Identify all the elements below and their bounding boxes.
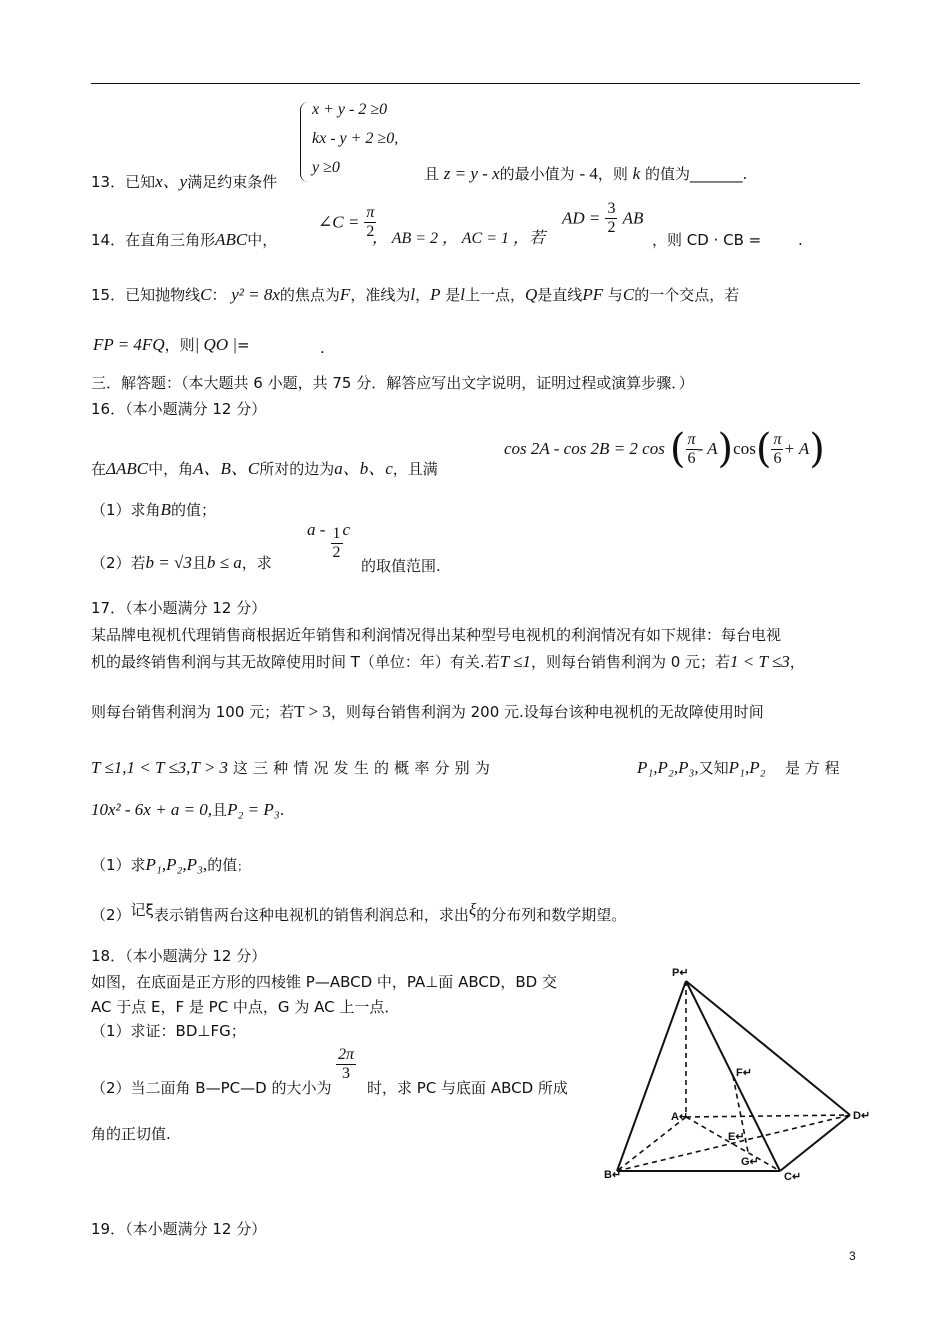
edge-AD <box>686 1115 850 1117</box>
q15-pf: PF <box>582 285 604 304</box>
q18-den: 3 <box>342 1065 350 1082</box>
q15-focus: 的焦点为 <box>279 286 340 304</box>
q14-ab2: AB <box>622 208 644 228</box>
q18-line2: AC 于点 E，F 是 PC 中点，G 为 AC 上一点． <box>91 998 400 1016</box>
q15-directrix: ，准线为 <box>350 286 411 304</box>
q17-xi: ξ <box>468 900 477 919</box>
q15-and: 与 <box>607 286 623 304</box>
q13-then: 且 <box>424 165 440 183</box>
label-B: B↵ <box>604 1169 622 1181</box>
q16-b-eq: b = √3 <box>145 553 192 572</box>
q13-mid: 满足约束条件 <box>187 173 278 191</box>
q17-para3a: 则每台销售利润为 100 元；若 <box>91 703 295 721</box>
q15-comma: ， <box>415 286 431 304</box>
q13-min-value: - 4 <box>579 164 598 183</box>
q15-c2: C <box>622 285 635 304</box>
q18-header: 18．（本小题满分 12 分） <box>91 947 267 965</box>
q16-b-le: b ≤ a <box>206 553 242 572</box>
q17-para2a: 机的最终销售利润与其无故障使用时间 T（单位：年）有关.若 <box>91 653 500 671</box>
q18-num: 2π <box>338 1046 355 1063</box>
q14-three: 3 <box>607 200 616 217</box>
q15-onpoint: 上一点， <box>465 286 526 304</box>
q17-para2b: ，则每台销售利润为 0 元；若 <box>530 653 731 671</box>
q16-line-end: ，且满 <box>392 460 438 478</box>
q17-equation: 10x² - 6x + a = 0, <box>91 800 213 819</box>
q16-six2: 6 <box>773 449 782 467</box>
q16-p2-end: 的取值范围. <box>361 557 441 575</box>
q13-objective: z = y - x <box>443 164 500 183</box>
q16-pi2: π <box>773 430 782 448</box>
edge-PB <box>617 981 689 1171</box>
q17-header: 17．（本小题满分 12 分） <box>91 599 267 617</box>
q15-dot: . <box>320 339 325 357</box>
q15-l: l <box>410 285 416 304</box>
q17-p2b: 记ξ <box>130 901 154 919</box>
label-G: G↵ <box>741 1156 759 1168</box>
q15-p: P <box>430 285 441 304</box>
q17-cond3: T > 3 <box>294 702 331 721</box>
q16-p2-prefix: （2）若 <box>91 554 146 572</box>
q15-tail: 的一个交点，若 <box>634 286 740 304</box>
q17-p1d: ； <box>237 860 249 873</box>
q17-para5b: 且 <box>212 801 228 819</box>
q17-p2a: （2） <box>91 906 131 924</box>
q16-line-mid: 中，角 <box>148 460 194 478</box>
q16-pi-6 <box>686 431 698 468</box>
q13-prefix: 13．已知 <box>91 173 156 191</box>
q18-line5: 角的正切值. <box>91 1125 171 1143</box>
q16-p1: （1）求角 <box>91 501 161 519</box>
q16-minus-a: - A <box>697 439 718 458</box>
q17-cond1: T ≤1 <box>499 652 531 671</box>
q17-para3b: ，则每台销售利润为 200 元.设每台该种电视机的无故障使用时间 <box>330 703 764 721</box>
q15-colon: ： <box>211 286 227 304</box>
left-brace <box>300 102 309 182</box>
q17-p2-eq-p3: P₂ = P₃ <box>227 800 280 819</box>
q15-is: 是 <box>445 286 461 304</box>
pyramid-figure <box>600 960 880 1190</box>
q16-expr <box>307 519 351 562</box>
q16-pi: π <box>687 430 696 448</box>
q19-header: 19．（本小题满分 12 分） <box>91 1220 267 1238</box>
q16-two: 2 <box>332 544 341 561</box>
q17-para2c: ， <box>789 653 805 671</box>
q17-para4a: T ≤1,1 < T ≤3,T > 3 <box>91 758 229 777</box>
q18-line4b: 时，求 PC 与底面 ABCD 所成 <box>367 1079 568 1097</box>
q14-prefix: 14．在直角三角形 <box>91 231 216 249</box>
q14-three-halves <box>605 200 617 237</box>
q14-angle-c <box>318 204 376 241</box>
edge-PD <box>686 981 850 1115</box>
q14-ad-label: AD = <box>562 208 601 228</box>
constraint-1: x + y - 2 ≥0 <box>312 101 388 118</box>
q14-dot: . <box>798 231 803 249</box>
q15-line1: 15．已知抛物线 <box>91 286 201 304</box>
q16-and: 且 <box>191 554 207 572</box>
q16-ask: ，求 <box>241 554 272 572</box>
constraint-2: kx - y + 2 ≥0, <box>312 130 399 147</box>
q15-parabola: y² = 8x <box>231 285 280 304</box>
label-C: C↵ <box>784 1171 802 1183</box>
label-F: F↵ <box>736 1067 752 1079</box>
q16-formula: cos 2A - cos 2B = 2 cos ( $\frac{\pi}{6}$ - A)cos( $\frac{\pi}{6}$ + A) <box>504 426 825 472</box>
q17-para4d: 又知 <box>698 759 729 777</box>
q14-ad <box>562 200 643 237</box>
q15-line2-mid: ，则 <box>164 336 195 354</box>
label-A: A↵ <box>671 1111 689 1123</box>
q16-pi-6b <box>771 431 783 468</box>
section-3-heading: 三．解答题：（本大题共 6 小题，共 75 分．解答应写出文字说明，证明过程或演算步骤．） <box>91 374 694 392</box>
q16-half <box>331 525 343 562</box>
q13-min-text: 的最小值为 <box>499 165 575 183</box>
q15-q: Q <box>525 285 538 304</box>
q15-f: F <box>339 285 351 304</box>
q18-line1: 如图，在底面是正方形的四棱锥 P—ABCD 中，PA⊥面 ABCD，BD 交 <box>91 973 557 991</box>
q16-b: B <box>160 500 171 519</box>
q15-l2: l <box>460 285 465 304</box>
q16-formula-lhs: cos 2A - cos 2B = 2 cos <box>504 439 665 458</box>
q14-angle: ∠C = <box>318 212 360 232</box>
label-E: E↵ <box>728 1131 745 1143</box>
q14-two: 2 <box>366 223 375 240</box>
q13-vars: x、y <box>155 172 188 191</box>
q17-p2e: 的分布列和数学期望。 <box>476 906 627 924</box>
q14-abc: ABC <box>215 230 248 249</box>
q17-para4c: P₁,P₂,P₃, <box>637 758 699 777</box>
q15-fp-eq: FP = 4FQ <box>93 335 165 354</box>
q14-in: 中， <box>247 231 278 249</box>
q16-one: 1 <box>332 525 341 542</box>
q14-pi: π <box>366 204 375 221</box>
q13-tail1: ，则 <box>597 165 628 183</box>
q16-line-prefix: 在 <box>91 460 107 478</box>
q16-angles: A、B、C <box>193 459 260 478</box>
constraint-3: y ≥0 <box>312 159 340 176</box>
header-rule <box>91 83 860 84</box>
q13-line <box>91 172 277 192</box>
q17-p1a: （1）求 <box>91 856 146 874</box>
q16-triangle: ΔABC <box>106 459 149 478</box>
q14-ab-ac: ， AB = 2 ， AC = 1 ，若 <box>372 230 546 247</box>
q13-k: k <box>632 164 641 183</box>
q16-line-mid2: 所对的边为 <box>259 460 335 478</box>
q15-qo: | QO | <box>194 335 238 354</box>
q17-p2c: 表示销售两台这种电视机的销售利润总和，求出 <box>153 906 469 924</box>
q17-para4f: 是 方 程 <box>785 759 840 777</box>
q16-c: c <box>342 519 351 539</box>
q16-header: 16．（本小题满分 12 分） <box>91 400 267 418</box>
label-D: D↵ <box>853 1110 871 1122</box>
q17-para1: 某品牌电视机代理销售商根据近年销售和利润情况得出某种型号电视机的利润情况有如下规律：每台电视 <box>91 626 782 644</box>
q16-sides: a、b、c <box>334 459 393 478</box>
label-P: P↵ <box>672 967 689 979</box>
q16-a-minus: a - <box>307 519 326 539</box>
q15-eqsign: = <box>237 336 250 354</box>
q14-two2: 2 <box>607 219 616 236</box>
q15-isline: 是直线 <box>537 286 583 304</box>
q16-p1-end: 的值； <box>170 501 216 519</box>
q18-line3: （1）求证：BD⊥FG； <box>91 1022 246 1040</box>
q14-tail: ，则 CD · CB = <box>652 231 762 249</box>
q18-line4a: （2）当二面角 B—PC—D 的大小为 <box>91 1079 332 1097</box>
q16-cos2: cos <box>733 439 756 458</box>
q17-para4e: P₁,P₂ <box>728 758 766 777</box>
edge-CD <box>780 1115 850 1171</box>
q17-cond2: 1 < T ≤3 <box>730 652 790 671</box>
page-number: 3 <box>849 1249 856 1263</box>
q16-plus-a: + A <box>783 439 810 458</box>
q17-p1b: P₁,P₂,P₃, <box>145 855 208 874</box>
q16-six: 6 <box>687 449 696 467</box>
q13-line-tail <box>424 164 747 184</box>
q17-p1c: 的值 <box>207 856 238 874</box>
q13-tail2: 的值为_______. <box>644 165 748 183</box>
q17-para5d: . <box>279 801 285 819</box>
q18-two-pi-over-3 <box>336 1046 356 1083</box>
q15-c: C <box>200 285 212 304</box>
q17-para4b: 这 三 种 情 况 发 生 的 概 率 分 别 为 <box>232 759 491 777</box>
